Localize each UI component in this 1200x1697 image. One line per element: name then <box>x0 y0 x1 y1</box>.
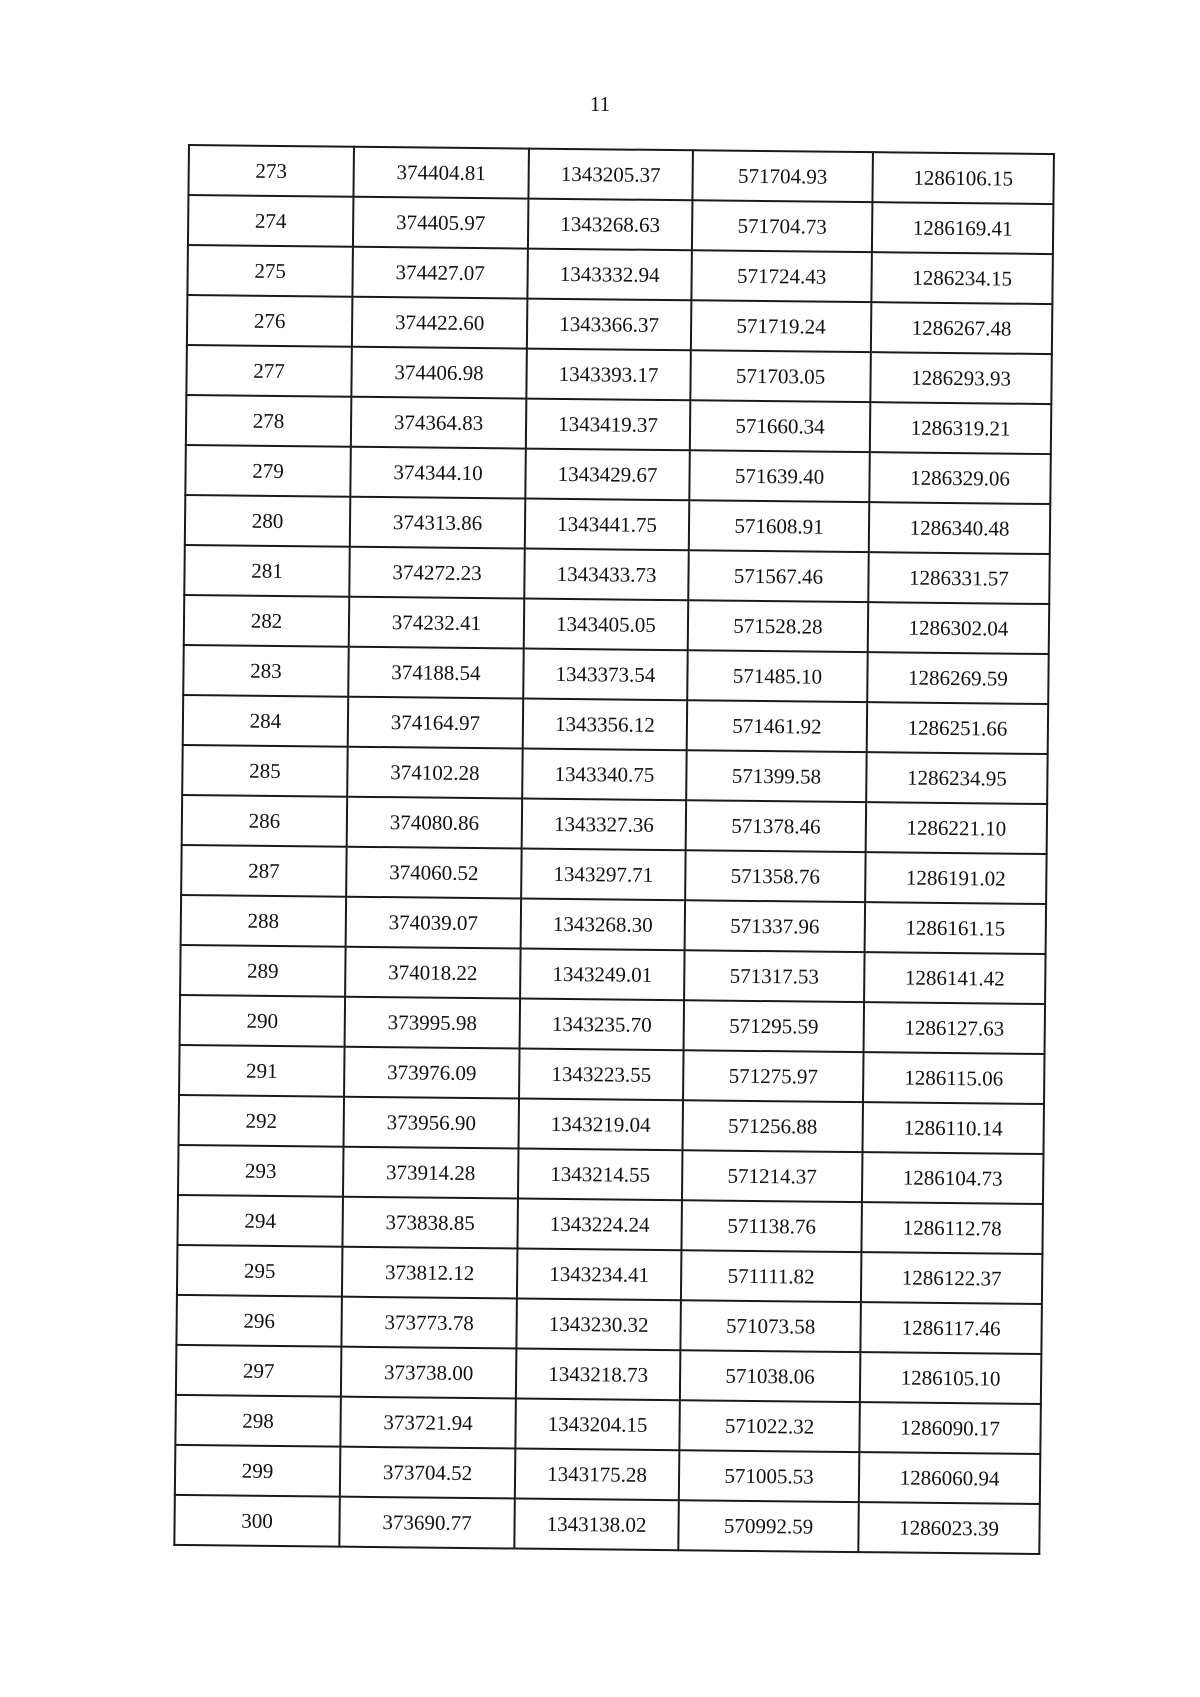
coord-a-cell: 374102.28 <box>347 747 523 799</box>
coord-a-cell: 373690.77 <box>339 1497 515 1549</box>
coord-b-cell: 1343297.71 <box>521 849 686 901</box>
coord-d-cell: 1286105.10 <box>860 1352 1042 1404</box>
coord-c-cell: 571704.73 <box>692 200 873 252</box>
table-row <box>175 1395 1040 1454</box>
coord-a-cell: 373773.78 <box>341 1297 517 1349</box>
coord-b-cell: 1343214.55 <box>518 1149 683 1201</box>
coord-c-cell: 571317.53 <box>684 950 865 1002</box>
table-row <box>186 395 1051 454</box>
coord-c-cell: 571038.06 <box>680 1350 861 1402</box>
coord-b-cell: 1343429.67 <box>525 449 690 501</box>
coord-b-cell: 1343405.05 <box>524 599 689 651</box>
point-id-cell: 298 <box>175 1395 341 1447</box>
coord-c-cell: 571378.46 <box>686 800 867 852</box>
coord-a-cell: 374313.86 <box>350 497 526 549</box>
coord-a-cell: 373738.00 <box>341 1347 517 1399</box>
coord-d-cell: 1286117.46 <box>860 1302 1042 1354</box>
table-row <box>178 1145 1043 1204</box>
coord-a-cell: 373976.09 <box>344 1047 520 1099</box>
coord-a-cell: 374164.97 <box>348 697 524 749</box>
coord-b-cell: 1343393.17 <box>526 349 691 401</box>
point-id-cell: 278 <box>186 395 352 447</box>
coord-d-cell: 1286234.95 <box>866 752 1048 804</box>
coord-b-cell: 1343205.37 <box>528 149 693 201</box>
table-row <box>177 1195 1042 1254</box>
coord-b-cell: 1343366.37 <box>527 299 692 351</box>
coord-a-cell: 373995.98 <box>345 997 521 1049</box>
coord-c-cell: 571485.10 <box>687 650 868 702</box>
point-id-cell: 281 <box>184 545 350 597</box>
coord-c-cell: 571703.05 <box>690 350 871 402</box>
coord-a-cell: 373838.85 <box>342 1197 518 1249</box>
table-row <box>185 445 1050 504</box>
coord-c-cell: 571337.96 <box>685 900 866 952</box>
coord-a-cell: 374272.23 <box>349 547 525 599</box>
coord-c-cell: 571022.32 <box>679 1400 860 1452</box>
coord-c-cell: 571399.58 <box>686 750 867 802</box>
coord-b-cell: 1343175.28 <box>515 1448 680 1500</box>
coord-c-cell: 571660.34 <box>690 400 871 452</box>
coord-d-cell: 1286340.48 <box>869 502 1051 554</box>
coord-d-cell: 1286122.37 <box>861 1252 1043 1304</box>
point-id-cell: 275 <box>187 245 353 297</box>
coord-c-cell: 571528.28 <box>688 600 869 652</box>
coord-b-cell: 1343419.37 <box>526 399 691 451</box>
coord-c-cell: 571275.97 <box>683 1050 864 1102</box>
coord-d-cell: 1286090.17 <box>859 1402 1041 1454</box>
table-row <box>176 1295 1041 1354</box>
coord-d-cell: 1286023.39 <box>858 1502 1040 1554</box>
coord-a-cell: 373956.90 <box>344 1097 520 1149</box>
point-id-cell: 290 <box>180 995 346 1047</box>
coord-a-cell: 373914.28 <box>343 1147 519 1199</box>
table-row <box>179 1045 1044 1104</box>
coord-c-cell: 571704.93 <box>692 150 873 202</box>
table-row <box>179 1095 1044 1154</box>
coord-d-cell: 1286106.15 <box>872 152 1054 204</box>
coord-b-cell: 1343235.70 <box>520 999 685 1051</box>
table-row <box>182 745 1047 804</box>
table-row <box>183 695 1048 754</box>
coord-c-cell: 571567.46 <box>688 550 869 602</box>
coordinate-table <box>173 144 1055 1555</box>
coord-d-cell: 1286319.21 <box>870 402 1052 454</box>
coord-d-cell: 1286060.94 <box>859 1452 1041 1504</box>
coord-d-cell: 1286110.14 <box>862 1102 1044 1154</box>
coord-c-cell: 571214.37 <box>682 1150 863 1202</box>
coord-d-cell: 1286161.15 <box>865 902 1047 954</box>
coord-d-cell: 1286234.15 <box>871 252 1053 304</box>
coord-d-cell: 1286302.04 <box>868 602 1050 654</box>
coord-b-cell: 1343204.15 <box>515 1399 680 1451</box>
coord-b-cell: 1343332.94 <box>527 249 692 301</box>
coord-b-cell: 1343268.30 <box>521 899 686 951</box>
point-id-cell: 297 <box>176 1345 342 1397</box>
point-id-cell: 288 <box>181 895 347 947</box>
table-row <box>187 295 1052 354</box>
coord-b-cell: 1343230.32 <box>516 1299 681 1351</box>
coord-d-cell: 1286169.41 <box>872 202 1054 254</box>
point-id-cell: 292 <box>179 1095 345 1147</box>
coord-b-cell: 1343373.54 <box>523 649 688 701</box>
point-id-cell: 277 <box>186 345 352 397</box>
point-id-cell: 284 <box>183 695 349 747</box>
coord-b-cell: 1343249.01 <box>520 949 685 1001</box>
coord-b-cell: 1343340.75 <box>522 749 687 801</box>
point-id-cell: 280 <box>185 495 351 547</box>
table-row <box>174 1495 1039 1554</box>
point-id-cell: 282 <box>184 595 350 647</box>
coord-a-cell: 374039.07 <box>346 897 522 949</box>
table-row <box>181 845 1046 904</box>
coord-a-cell: 374364.83 <box>351 397 527 449</box>
coord-a-cell: 374018.22 <box>345 947 521 999</box>
table-row <box>184 545 1049 604</box>
point-id-cell: 274 <box>188 195 354 247</box>
point-id-cell: 287 <box>181 845 347 897</box>
coord-b-cell: 1343138.02 <box>514 1498 679 1550</box>
coord-d-cell: 1286104.73 <box>862 1152 1044 1204</box>
coord-a-cell: 374405.97 <box>353 197 529 249</box>
coordinate-table-body <box>174 145 1054 1554</box>
coord-d-cell: 1286115.06 <box>863 1052 1045 1104</box>
coord-c-cell: 571256.88 <box>682 1100 863 1152</box>
coord-d-cell: 1286141.42 <box>864 952 1046 1004</box>
coord-d-cell: 1286127.63 <box>864 1002 1046 1054</box>
coord-b-cell: 1343219.04 <box>518 1099 683 1151</box>
coord-a-cell: 374188.54 <box>348 647 524 699</box>
table-row <box>180 995 1045 1054</box>
coord-b-cell: 1343234.41 <box>517 1249 682 1301</box>
coord-c-cell: 571295.59 <box>684 1000 865 1052</box>
table-row <box>183 645 1048 704</box>
coord-b-cell: 1343356.12 <box>523 699 688 751</box>
table-row <box>177 1245 1042 1304</box>
coord-d-cell: 1286267.48 <box>871 302 1053 354</box>
coord-c-cell: 571073.58 <box>680 1300 861 1352</box>
coord-a-cell: 374060.52 <box>346 847 522 899</box>
point-id-cell: 294 <box>177 1195 343 1247</box>
coord-c-cell: 571138.76 <box>681 1200 862 1252</box>
coord-d-cell: 1286331.57 <box>868 552 1050 604</box>
coord-d-cell: 1286221.10 <box>866 802 1048 854</box>
table-row <box>187 245 1052 304</box>
coord-c-cell: 571461.92 <box>687 700 868 752</box>
coord-a-cell: 374406.98 <box>351 347 527 399</box>
coord-b-cell: 1343327.36 <box>522 799 687 851</box>
coord-a-cell: 374404.81 <box>353 147 529 199</box>
point-id-cell: 299 <box>175 1445 341 1497</box>
coord-a-cell: 374427.07 <box>352 247 528 299</box>
point-id-cell: 279 <box>185 445 351 497</box>
coord-a-cell: 373812.12 <box>342 1247 518 1299</box>
coord-c-cell: 571111.82 <box>681 1250 862 1302</box>
table-row <box>184 595 1049 654</box>
table-row <box>176 1345 1041 1404</box>
coord-d-cell: 1286251.66 <box>867 702 1049 754</box>
point-id-cell: 283 <box>183 645 349 697</box>
coord-c-cell: 571639.40 <box>689 450 870 502</box>
coord-c-cell: 571724.43 <box>691 250 872 302</box>
coord-d-cell: 1286329.06 <box>869 452 1051 504</box>
coord-a-cell: 374344.10 <box>350 447 526 499</box>
coord-c-cell: 571719.24 <box>691 300 872 352</box>
point-id-cell: 293 <box>178 1145 344 1197</box>
coord-d-cell: 1286112.78 <box>861 1202 1043 1254</box>
coord-b-cell: 1343224.24 <box>517 1199 682 1251</box>
coord-a-cell: 373721.94 <box>340 1397 516 1449</box>
point-id-cell: 300 <box>174 1495 340 1547</box>
coord-c-cell: 570992.59 <box>678 1500 859 1552</box>
coord-a-cell: 373704.52 <box>340 1447 516 1499</box>
point-id-cell: 291 <box>179 1045 345 1097</box>
table-row <box>185 495 1050 554</box>
point-id-cell: 296 <box>176 1295 342 1347</box>
coord-d-cell: 1286191.02 <box>865 852 1047 904</box>
coord-b-cell: 1343433.73 <box>524 549 689 601</box>
coord-a-cell: 374232.41 <box>349 597 525 649</box>
coord-c-cell: 571608.91 <box>689 500 870 552</box>
point-id-cell: 285 <box>182 745 348 797</box>
table-row <box>175 1445 1040 1504</box>
page-number: 11 <box>589 92 611 116</box>
coord-c-cell: 571005.53 <box>679 1450 860 1502</box>
point-id-cell: 295 <box>177 1245 343 1297</box>
point-id-cell: 276 <box>187 295 353 347</box>
table-row <box>182 795 1047 854</box>
table-row <box>188 145 1053 204</box>
coord-b-cell: 1343268.63 <box>528 199 693 251</box>
coord-d-cell: 1286293.93 <box>870 352 1052 404</box>
point-id-cell: 273 <box>188 145 354 197</box>
coord-d-cell: 1286269.59 <box>867 652 1049 704</box>
table-row <box>180 945 1045 1004</box>
point-id-cell: 289 <box>180 945 346 997</box>
coord-c-cell: 571358.76 <box>685 850 866 902</box>
point-id-cell: 286 <box>182 795 348 847</box>
table-row <box>188 195 1053 254</box>
coord-a-cell: 374422.60 <box>352 297 528 349</box>
coord-b-cell: 1343218.73 <box>516 1349 681 1401</box>
coord-b-cell: 1343441.75 <box>525 499 690 551</box>
coord-a-cell: 374080.86 <box>347 797 523 849</box>
table-row <box>181 895 1046 954</box>
coord-b-cell: 1343223.55 <box>519 1049 684 1101</box>
table-row <box>186 345 1051 404</box>
